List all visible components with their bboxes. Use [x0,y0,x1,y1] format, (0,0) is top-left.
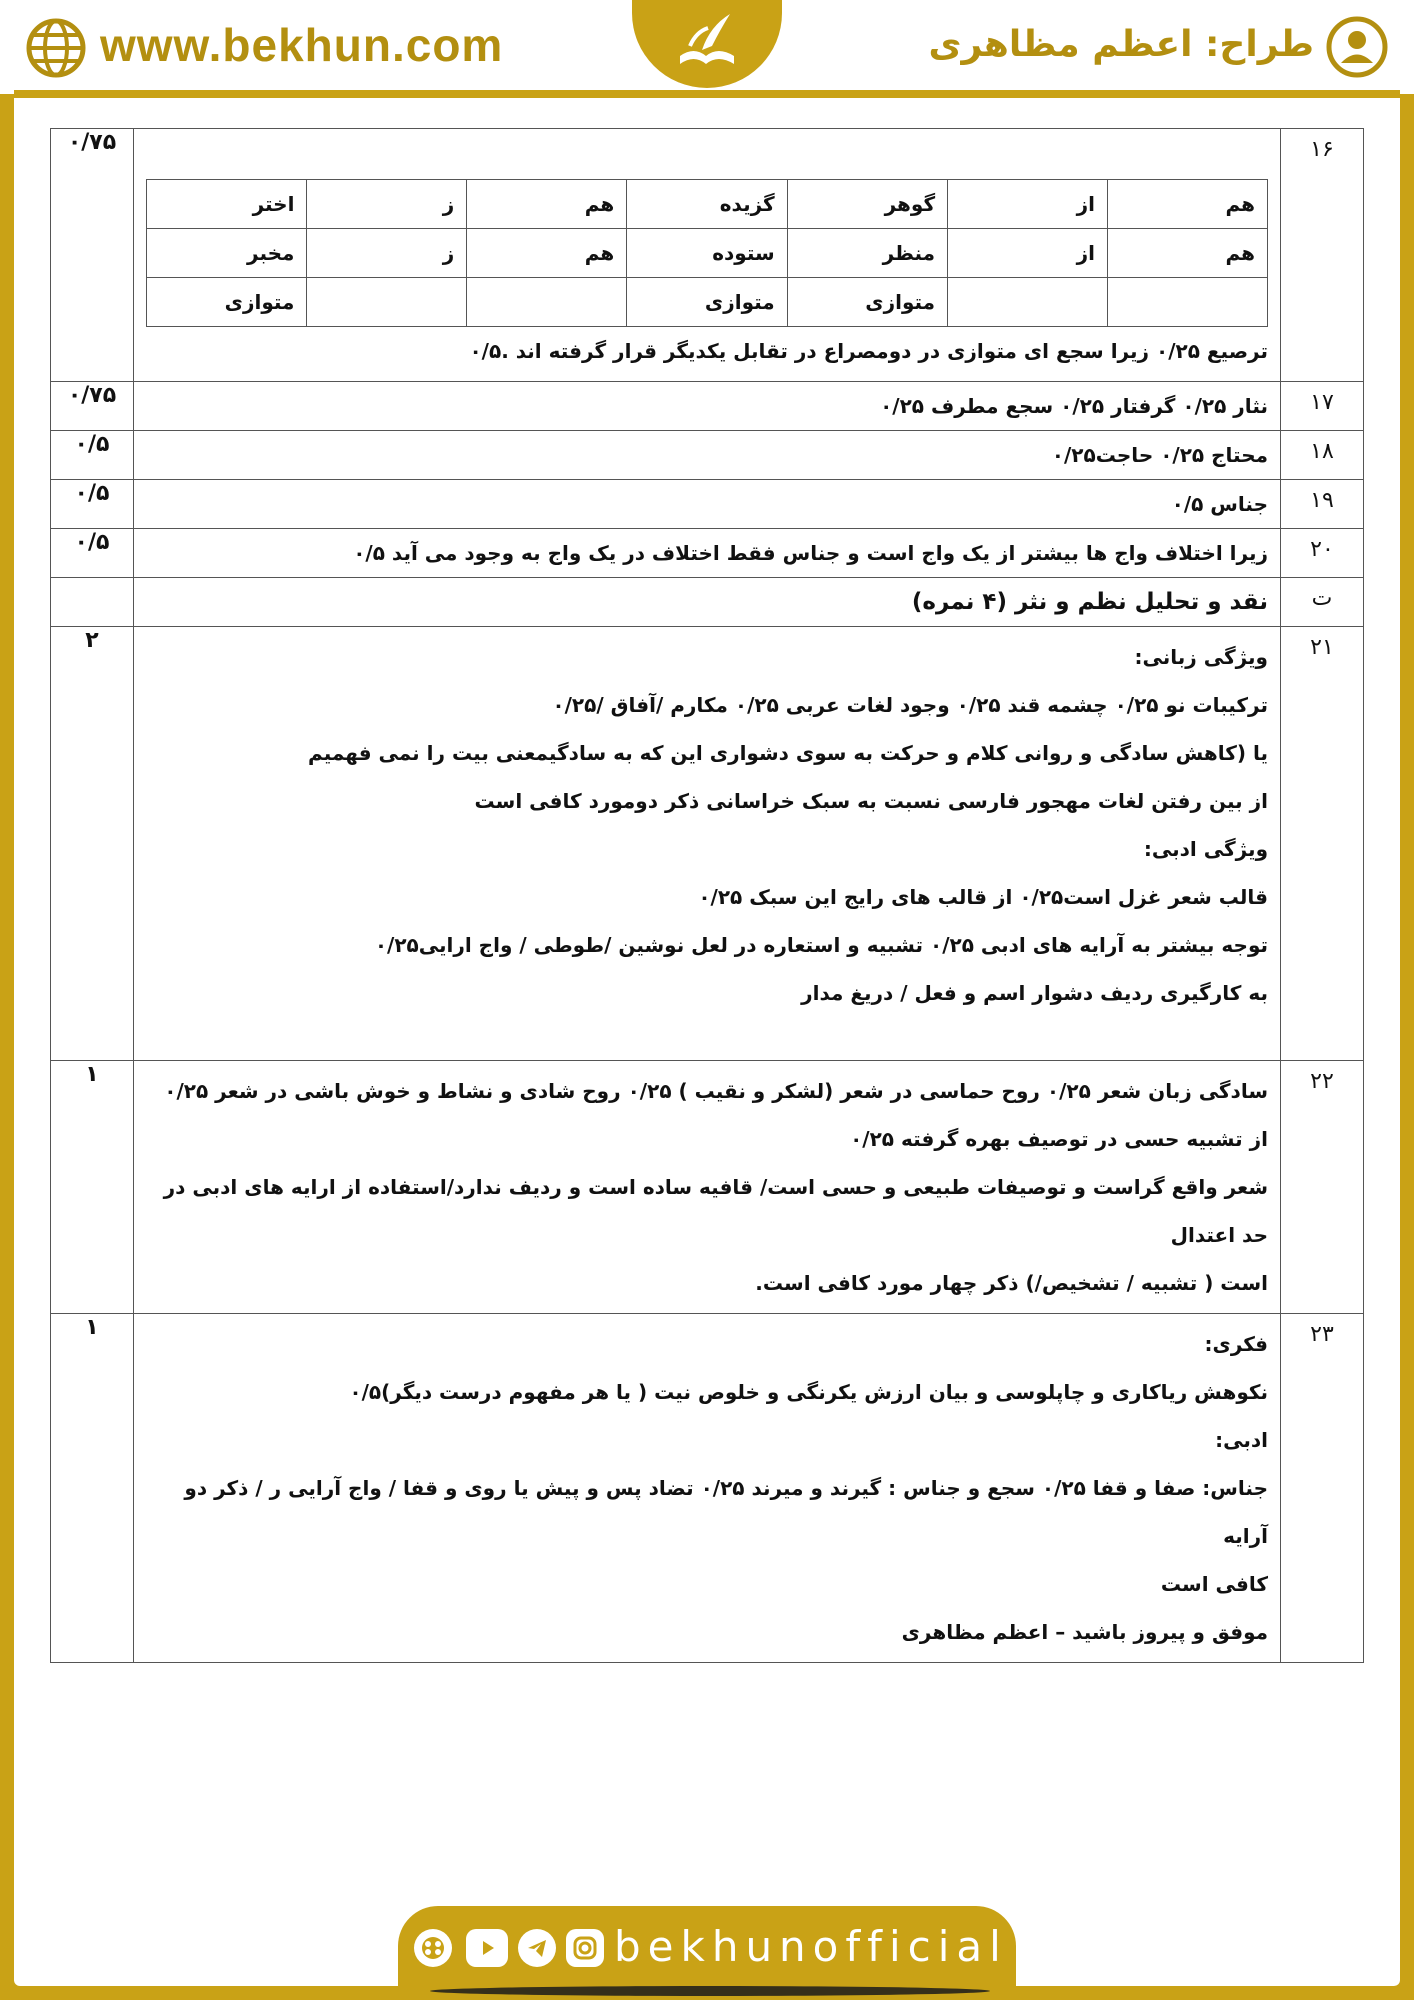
question-number: ۲۰ [1281,529,1364,578]
answer-line: از بین رفتن لغات مهجور فارسی نسبت به سبک خراسانی ذکر دومورد کافی است [474,789,1268,813]
grid-cell [1107,278,1267,327]
section-row [51,578,1364,627]
answer-note: ترصیع ۰/۲۵ زیرا سجع ای متوازی در دومصراع در تقابل یکدیگر قرار گرفته اند .۰/۵ [469,339,1268,363]
grid-cell: متوازی [147,278,307,327]
table-row [51,129,1364,382]
answer-line: توجه بیشتر به آرایه های ادبی ۰/۲۵ تشبیه و استعاره در لعل نوشین /طوطی / واج ارایی۰/۲۵ [374,933,1268,957]
answer-text: زیرا اختلاف واج ها بیشتر از یک واج است و جناس فقط اختلاف در یک واج به وجود می آید ۰/۵ [353,541,1268,565]
score: ۰/۷۵ [51,129,134,382]
answer-line: شعر واقع گراست و توصیفات طبیعی و حسی است/ قافیه ساده است و ردیف ندارد/استفاده از ارایه های ادبی در حد اعتدال [163,1175,1268,1247]
answer-text: جناس ۰/۵ [1171,492,1268,516]
score: ۰/۵ [51,431,134,480]
grid-cell: هم [467,229,627,278]
answer-cell [134,627,1281,1061]
header-divider [14,90,1400,98]
answer-line: یا (کاهش سادگی و روانی کلام و حرکت به سوی دشواری این که به سادگیمعنی بیت را نمی فهمیم [308,741,1268,765]
answer-cell [134,431,1281,480]
grid-cell: منظر [787,229,947,278]
score: ۱ [51,1061,134,1314]
book-logo-icon [672,6,742,76]
youtube-icon[interactable] [466,1929,508,1967]
answer-line: موفق و پیروز باشید – اعظم مظاهری [901,1620,1268,1644]
grid-row [147,278,1268,327]
score: ۰/۵ [51,480,134,529]
answer-cell [134,480,1281,529]
answer-line: کافی است [1160,1572,1268,1596]
answer-text: نثار ۰/۲۵ گرفتار ۰/۲۵ سجع مطرف ۰/۲۵ [880,394,1268,418]
question-number: ۲۳ [1281,1314,1364,1663]
section-cell [134,578,1281,627]
site-url[interactable]: www.bekhun.com [100,19,504,71]
grid-cell [467,278,627,327]
grid-cell: ز [307,180,467,229]
answer-cell [134,1061,1281,1314]
answer-line: است ( تشبیه / تشخیص/) ذکر چهار مورد کافی است. [755,1271,1268,1295]
answer-line: از تشبیه حسی در توصیف بهره گرفته ۰/۲۵ [850,1127,1268,1151]
score: ۱ [51,1314,134,1663]
user-icon [1326,16,1388,78]
table-row [51,480,1364,529]
table-row [51,627,1364,1061]
answer-line: قالب شعر غزل است۰/۲۵ از قالب های رایج این سبک ۰/۲۵ [698,885,1268,909]
grid-cell: مخبر [147,229,307,278]
table-row [51,382,1364,431]
score: ۰/۷۵ [51,382,134,431]
answer-line: ترکیبات نو ۰/۲۵ چشمه قند ۰/۲۵ وجود لغات عربی ۰/۲۵ مکارم /آفاق /۰/۲۵ [552,693,1268,717]
grid-cell: متوازی [787,278,947,327]
grid-row [147,229,1268,278]
aparat-icon[interactable] [414,1929,452,1967]
telegram-icon[interactable] [518,1929,556,1967]
answer-cell [134,529,1281,578]
answer-line: سادگی زبان شعر ۰/۲۵ روح حماسی در شعر (لشکر و نقیب ) ۰/۲۵ روح شادی و نشاط و خوش باشی در شعر ۰/۲۵ [164,1079,1268,1103]
grid-cell: هم [467,180,627,229]
globe-icon [26,18,86,78]
table-row [51,431,1364,480]
question-number: ۱۶ [1281,129,1364,382]
answer-cell [134,1314,1281,1663]
question-number: ۱۷ [1281,382,1364,431]
answer-line: نکوهش ریاکاری و چاپلوسی و بیان ارزش یکرنگی و خلوص نیت ( یا هر مفهوم درست دیگر)۰/۵ [349,1380,1268,1404]
answer-line: ادبی: [1215,1428,1268,1452]
score-empty [51,578,134,627]
grid-cell: ز [307,229,467,278]
grid-cell: هم [1107,229,1267,278]
answer-table [50,128,1364,1663]
answer-line: ویژگی ادبی: [1143,837,1268,861]
grid-cell: ستوده [627,229,787,278]
table-row [51,529,1364,578]
grid-cell: اختر [147,180,307,229]
answer-cell [134,382,1281,431]
section-letter: ت [1281,578,1364,627]
question-number: ۱۹ [1281,480,1364,529]
footer-shadow [430,1986,990,1996]
rhyme-grid [146,179,1268,327]
table-row [51,1061,1364,1314]
grid-cell [307,278,467,327]
grid-cell: از [948,229,1108,278]
answer-cell [134,129,1281,382]
grid-cell: از [948,180,1108,229]
grid-cell: متوازی [627,278,787,327]
section-title: نقد و تحلیل نظم و نثر (۴ نمره) [911,589,1268,615]
score: ۰/۵ [51,529,134,578]
score: ۲ [51,627,134,1061]
question-number: ۲۲ [1281,1061,1364,1314]
grid-cell [948,278,1108,327]
question-number: ۱۸ [1281,431,1364,480]
answer-line: به کارگیری ردیف دشوار اسم و فعل / دریغ مدار [801,981,1268,1005]
answer-line: فکری: [1204,1332,1268,1356]
answer-line: ویژگی زبانی: [1134,645,1268,669]
social-handle[interactable]: bekhunofficial [614,1922,1008,1971]
grid-cell: گوهر [787,180,947,229]
answer-line: جناس: صفا و قفا ۰/۲۵ سجع و جناس : گیرند و میرند ۰/۲۵ تضاد پس و پیش یا روی و قفا / واج آرایی ر / ذکر دو آرایه [184,1476,1268,1548]
table-row [51,1314,1364,1663]
designer-name: طراح: اعظم مظاهری [928,24,1314,65]
grid-cell: گزیده [627,180,787,229]
grid-cell: هم [1107,180,1267,229]
instagram-icon[interactable] [566,1929,604,1967]
grid-row [147,180,1268,229]
question-number: ۲۱ [1281,627,1364,1061]
answer-text: محتاج ۰/۲۵ حاجت۰/۲۵ [1051,443,1268,467]
